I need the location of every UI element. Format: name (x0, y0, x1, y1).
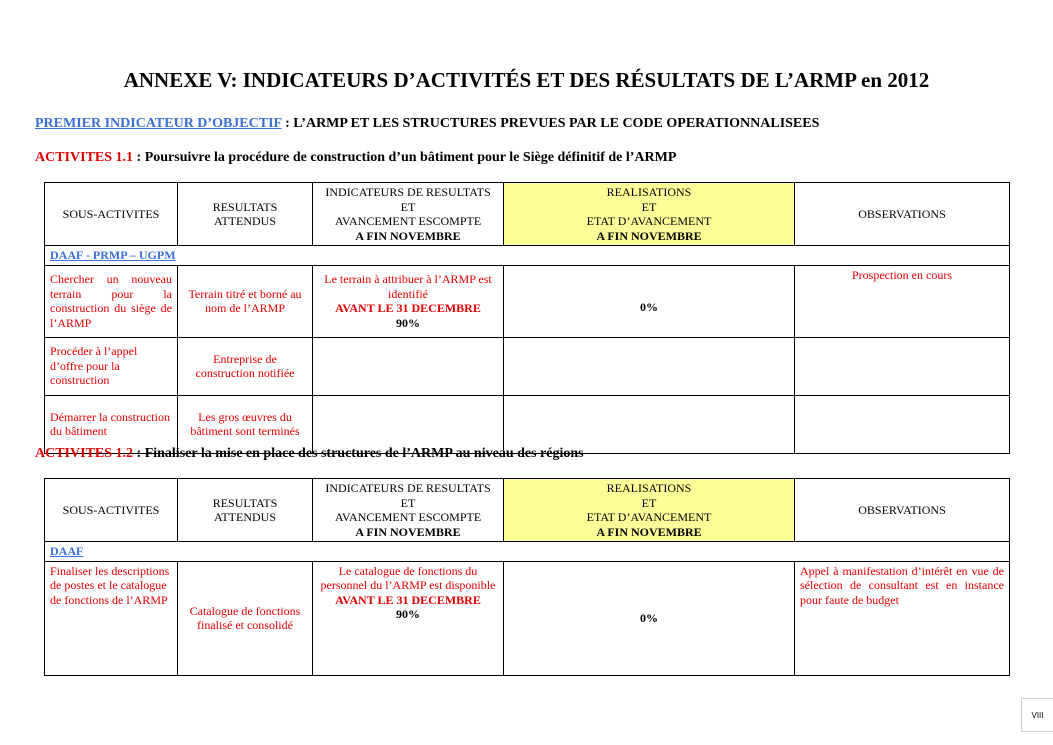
cell-sous-activite: Chercher un nouveau terrain pour la construction du siège de l’ARMP (45, 265, 178, 337)
cell-realisation: 0% (504, 265, 795, 337)
header-realisations-line: REALISATIONS (606, 481, 692, 495)
cell-resultat: Entreprise de construction notifiée (178, 337, 313, 395)
table-header-row (45, 479, 1010, 542)
section-label: DAAF - PRMP – UGPM (50, 248, 176, 262)
cell-observation (795, 337, 1010, 395)
header-realisations-line: ETAT D’AVANCEMENT (586, 510, 712, 524)
page-title: ANNEXE V: INDICATEURS D’ACTIVITÉS ET DES RÉSULTATS DE L’ARMP en 2012 (123, 68, 930, 92)
activity-2-table (44, 478, 1010, 676)
header-observations: OBSERVATIONS (795, 183, 1010, 246)
header-realisations (504, 479, 795, 542)
cell-indicateur (313, 265, 504, 337)
header-indicateurs-line: AVANCEMENT ESCOMPTE (334, 510, 482, 524)
header-realisations-line: REALISATIONS (606, 185, 692, 199)
table-row (45, 265, 1010, 337)
cell-sous-activite: Procéder à l’appel d’offre pour la construction (45, 337, 178, 395)
header-resultats-line: ATTENDUS (214, 510, 276, 524)
objective-line (35, 116, 819, 132)
section-label: DAAF (50, 544, 84, 558)
cell-observation: Appel à manifestation d’intérêt en vue de sélection de consultant est en instance pour faute de budget (795, 561, 1010, 675)
objective-text: : L’ARMP ET LES STRUCTURES PREVUES PAR LE CODE OPERATIONNALISEES (281, 116, 820, 131)
table-row (45, 337, 1010, 395)
header-realisations-line: ET (641, 199, 657, 214)
activity-2-label: ACTIVITES 1.2 (35, 446, 134, 461)
cell-resultat: Terrain titré et borné au nom de l’ARMP (178, 265, 313, 337)
header-indicateurs-line: AVANCEMENT ESCOMPTE (334, 214, 482, 228)
header-realisations-line: ET (641, 495, 657, 510)
cell-observation: Prospection en cours (795, 265, 1010, 337)
header-indicateurs-line: A FIN NOVEMBRE (355, 228, 461, 243)
indicateur-target: 90% (396, 315, 420, 330)
header-indicateurs (313, 183, 504, 246)
header-indicateurs-line: ET (400, 199, 416, 214)
header-realisations-line: A FIN NOVEMBRE (596, 524, 702, 539)
header-indicateurs-line: INDICATEURS DE RESULTATS (325, 481, 491, 495)
cell-sous-activite: Démarrer la construction du bâtiment (45, 395, 178, 453)
table-header-row (45, 183, 1010, 246)
header-resultats-line: RESULTATS (212, 495, 278, 510)
table-row (45, 561, 1010, 675)
cell-realisation (504, 337, 795, 395)
header-realisations (504, 183, 795, 246)
cell-resultat: Les gros œuvres du bâtiment sont terminés (178, 395, 313, 453)
activity-1-heading (35, 150, 676, 166)
indicateur-text: Le catalogue de fonctions du personnel du l’ARMP est disponible (320, 563, 496, 592)
cell-indicateur (313, 337, 504, 395)
objective-label: PREMIER INDICATEUR D’OBJECTIF (35, 116, 282, 131)
activity-2-heading (35, 446, 584, 462)
section-row (45, 246, 1010, 266)
header-resultats-line: ATTENDUS (214, 214, 276, 228)
header-observations: OBSERVATIONS (795, 479, 1010, 542)
section-row (45, 542, 1010, 562)
indicateur-deadline: AVANT LE 31 DECEMBRE (335, 592, 481, 607)
header-realisations-line: A FIN NOVEMBRE (596, 228, 702, 243)
header-sous-activites: SOUS-ACTIVITES (45, 479, 178, 542)
table-row (45, 395, 1010, 453)
activity-1-label: ACTIVITES 1.1 (35, 150, 134, 165)
header-indicateurs (313, 479, 504, 542)
indicateur-deadline: AVANT LE 31 DECEMBRE (335, 301, 481, 315)
cell-realisation (504, 395, 795, 453)
activity-1-table (44, 182, 1010, 454)
cell-indicateur (313, 395, 504, 453)
header-resultats (178, 183, 313, 246)
activity-2-text: : Finaliser la mise en place des structures de l’ARMP au niveau des régions (133, 446, 584, 461)
page-number: VIII (1021, 698, 1053, 732)
header-sous-activites: SOUS-ACTIVITES (45, 183, 178, 246)
indicateur-text: Le terrain à attribuer à l’ARMP est identifié (324, 272, 492, 301)
header-resultats-line: RESULTATS (212, 199, 278, 214)
cell-realisation: 0% (504, 561, 795, 675)
header-indicateurs-line: INDICATEURS DE RESULTATS (325, 185, 491, 199)
header-indicateurs-line: A FIN NOVEMBRE (355, 524, 461, 539)
cell-sous-activite: Finaliser les descriptions de postes et le catalogue de fonctions de l’ARMP (45, 561, 178, 675)
header-indicateurs-line: ET (400, 495, 416, 510)
header-realisations-line: ETAT D’AVANCEMENT (586, 214, 712, 228)
cell-resultat: Catalogue de fonctions finalisé et consolidé (178, 561, 313, 675)
cell-observation (795, 395, 1010, 453)
indicateur-target: 90% (396, 607, 420, 621)
header-resultats (178, 479, 313, 542)
activity-1-text: : Poursuivre la procédure de construction d’un bâtiment pour le Siège définitif de l’ARMP (133, 150, 677, 165)
cell-indicateur (313, 561, 504, 675)
